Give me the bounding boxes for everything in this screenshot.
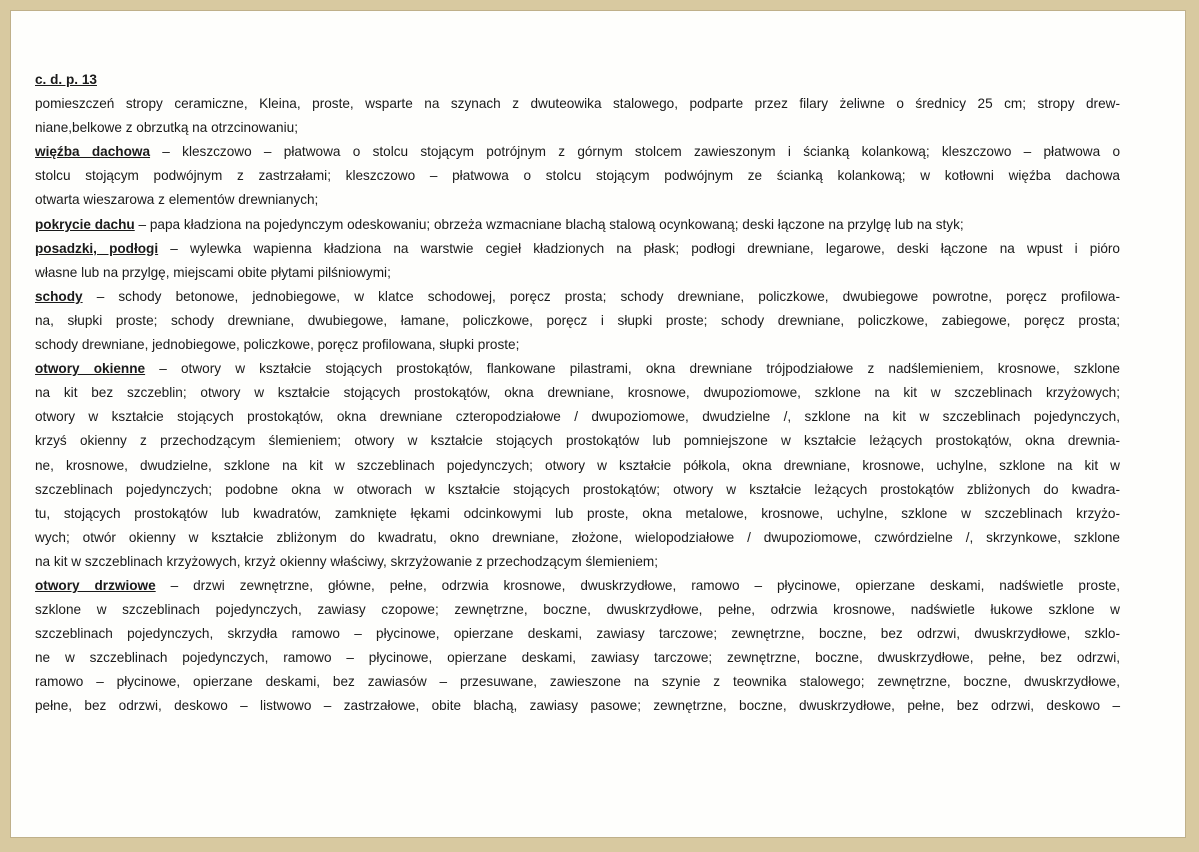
line-text: krzyś okienny z przechodzącym ślemieniem; otwory w kształcie stojących prostokątów lub pomniejszone w kształcie leżących prostokątów, okna drewnia- bbox=[35, 433, 1120, 449]
text-line bbox=[35, 526, 1120, 550]
text-line bbox=[35, 285, 1120, 309]
text-line bbox=[35, 164, 1120, 188]
text-line bbox=[35, 405, 1120, 429]
text-line bbox=[35, 92, 1120, 116]
text-line bbox=[35, 670, 1120, 694]
text-line bbox=[35, 213, 1120, 237]
text-line bbox=[35, 478, 1120, 502]
line-text: wych; otwór okienny w kształcie zbliżonym do kwadratu, okno drewniane, złożone, wielopodziałowe / dwupoziomowe, czwórdzielne /, skrzynkowe, szklone bbox=[35, 529, 1120, 545]
text-line bbox=[35, 454, 1120, 478]
line-text: – kleszczowo – płatwowa o stolcu stojącym potrójnym z górnym stolcem zawieszonym i ścianką kolankową; kleszczowo – płatwowa o bbox=[150, 144, 1121, 160]
text-line bbox=[35, 550, 1120, 574]
line-text: własne lub na przylgę, miejscami obite płytami pilśniowymi; bbox=[35, 264, 391, 280]
line-text: ne, krosnowe, dwudzielne, szklone na kit w szczeblinach pojedynczych; otwory w kształcie półkola, okna drewniane, krosnowe, uchylne, szklone na kit w bbox=[35, 457, 1120, 473]
text-line bbox=[35, 694, 1120, 718]
line-text: pełne, bez odrzwi, deskowo – listwowo – zastrzałowe, obite blachą, zawiasy pasowe; zewnętrzne, boczne, dwuskrzydłowe, pełne, bez odrzwi, deskowo – bbox=[35, 698, 1120, 714]
section-heading: posadzki, podłogi bbox=[35, 240, 159, 256]
text-line bbox=[35, 381, 1120, 405]
line-text: – otwory w kształcie stojących prostokątów, flankowane pilastrami, okna drewniane trójpodziałowe z nadślemieniem, krosnowe, szklone bbox=[145, 361, 1120, 377]
text-line bbox=[35, 502, 1120, 526]
page-header: c. d. p. 13 bbox=[35, 72, 97, 87]
text-line bbox=[35, 622, 1120, 646]
line-text: ramowo – płycinowe, opierzane deskami, bez zawiasów – przesuwane, zawieszone na szynie z teownika stalowego; zewnętrzne, boczne, dwuskrzydłowe, bbox=[35, 674, 1120, 690]
section-heading: więźba dachowa bbox=[35, 144, 151, 160]
line-text: – papa kładziona na pojedynczym odeskowaniu; obrzeża wzmacniane blachą stalową ocynkowaną; deski łączone na przylgę lub na styk; bbox=[134, 216, 964, 232]
line-text: na kit w szczeblinach krzyżowych, krzyż okienny właściwy, skrzyżowanie z przechodzącym ślemieniem; bbox=[35, 553, 658, 569]
line-text: – wylewka wapienna kładziona na warstwie cegieł kładzionych na płask; podłogi drewniane, legarowe, deski łączone na wpust i pióro bbox=[158, 240, 1120, 256]
section-heading: otwory okienne bbox=[35, 361, 146, 377]
text-line bbox=[35, 140, 1120, 164]
line-text: na kit bez szczeblin; otwory w kształcie stojących prostokątów, okna drewniane, krosnowe, dwupoziomowe, szklone na kit w szczeblinach krzyżowych; bbox=[35, 385, 1120, 401]
line-text: szklone w szczeblinach pojedynczych, zawiasy czopowe; zewnętrzne, boczne, dwuskrzydłowe, pełne, odrzwia krosnowe, nadświetle łukowe szklone w bbox=[35, 602, 1120, 618]
document-sheet bbox=[10, 10, 1186, 838]
text-line bbox=[35, 598, 1120, 622]
line-text: stolcu stojącym podwójnym z zastrzałami; kleszczowo – płatwowa o stolcu stojącym podwójnym ze ścianką kolankową; w kotłowni więźba dachowa bbox=[35, 168, 1120, 184]
line-text: pomieszczeń stropy ceramiczne, Kleina, proste, wsparte na szynach z dwuteowika stalowego, podparte przez filary żeliwne o średnicy 25 cm; stropy drew- bbox=[35, 96, 1120, 112]
text-line bbox=[35, 357, 1120, 381]
text-line bbox=[35, 116, 1120, 140]
text-line bbox=[35, 237, 1120, 261]
line-text: ne w szczeblinach pojedynczych, ramowo – płycinowe, opierzane deskami, zawiasy tarczowe; zewnętrzne, boczne, dwuskrzydłowe, pełne, bez odrzwi, bbox=[35, 650, 1120, 666]
line-text: tu, stojących prostokątów lub kwadratów, zamknięte łękami odcinkowymi lub proste, okna metalowe, krosnowe, uchylne, szklone w szczeblinach krzyżo- bbox=[35, 505, 1120, 521]
text-line bbox=[35, 646, 1120, 670]
section-heading: otwory drzwiowe bbox=[35, 577, 156, 593]
line-text: otwarta wieszarowa z elementów drewnianych; bbox=[35, 192, 319, 208]
line-text: schody drewniane, jednobiegowe, policzkowe, poręcz profilowana, słupki proste; bbox=[35, 337, 520, 353]
line-text: niane,belkowe z obrzutką na otrzcinowaniu; bbox=[35, 120, 298, 136]
text-line bbox=[35, 574, 1120, 598]
text-line bbox=[35, 261, 1120, 285]
document-body bbox=[35, 68, 1120, 719]
section-heading: pokrycie dachu bbox=[35, 216, 135, 232]
line-text: na, słupki proste; schody drewniane, dwubiegowe, łamane, policzkowe, poręcz i słupki proste; schody drewniane, policzkowe, zabiegowe, poręcz prosta; bbox=[35, 312, 1120, 328]
line-text: szczeblinach pojedynczych, skrzydła ramowo – płycinowe, opierzane deskami, zawiasy tarczowe; zewnętrzne, boczne, bez odrzwi, dwuskrzydłowe, szklo- bbox=[35, 626, 1120, 642]
text-line bbox=[35, 429, 1120, 453]
text-line bbox=[35, 333, 1120, 357]
text-line bbox=[35, 188, 1120, 212]
section-heading: schody bbox=[35, 288, 83, 304]
line-text: – drzwi zewnętrzne, główne, pełne, odrzwia krosnowe, dwuskrzydłowe, ramowo – płycinowe, opierzane deskami, nadświetle proste, bbox=[155, 577, 1120, 593]
line-text: szczeblinach pojedynczych; podobne okna w otworach w kształcie stojących prostokątów; otwory w kształcie leżących prostokątów zbliżonych do kwadra- bbox=[35, 481, 1120, 497]
line-text: otwory w kształcie stojących prostokątów, okna drewniane czteropodziałowe / dwupoziomowe, dwudzielne /, szklone na kit w szczeblinach pojedynczych, bbox=[35, 409, 1120, 425]
text-line bbox=[35, 309, 1120, 333]
line-text: – schody betonowe, jednobiegowe, w klatce schodowej, poręcz prosta; schody drewniane, policzkowe, dwubiegowe powrotne, poręcz profilowa- bbox=[82, 288, 1120, 304]
